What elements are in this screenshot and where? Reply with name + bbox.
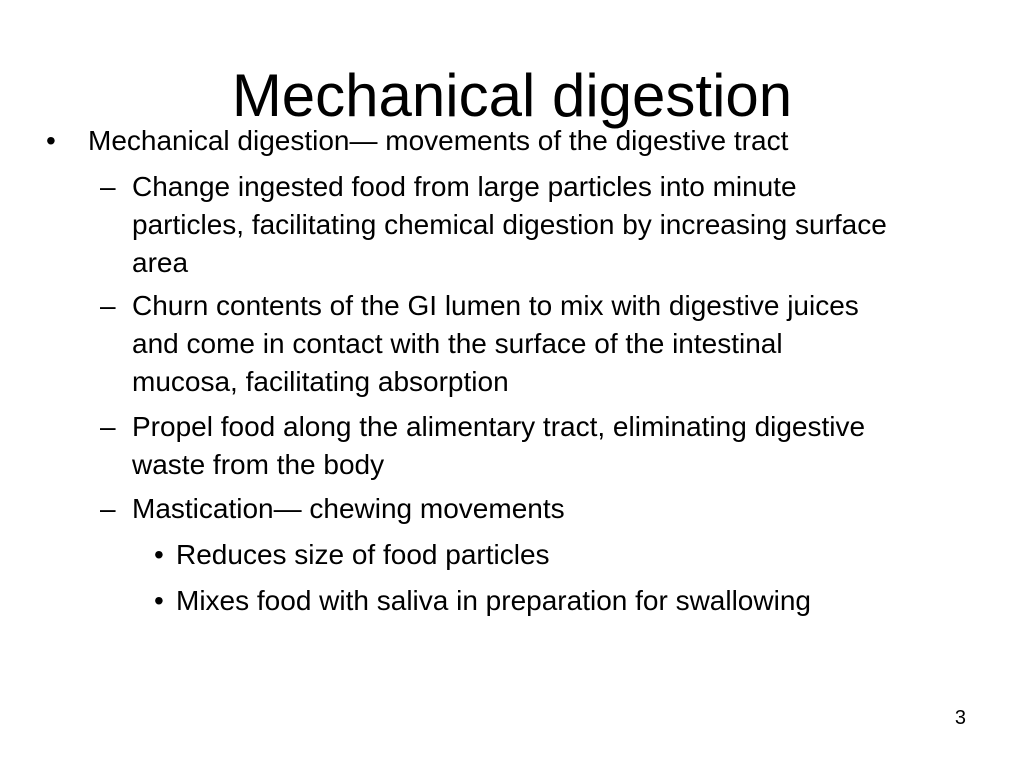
sub-sub-bullet-text: Reduces size of food particles: [176, 539, 550, 570]
sub-bullet-line: Churn contents of the GI lumen to mix with digestive juices: [132, 290, 859, 321]
sub-bullet-marker: –: [100, 171, 116, 202]
sub-sub-bullet-marker: •: [154, 585, 164, 616]
sub-bullet-line: Mastication— chewing movements: [132, 493, 565, 524]
sub-bullet-line: mucosa, facilitating absorption: [132, 366, 509, 397]
bullet-marker: •: [46, 125, 56, 156]
sub-bullet-marker: –: [100, 493, 116, 524]
sub-bullet-line: area: [132, 247, 189, 278]
page-number: 3: [954, 707, 966, 729]
slide-title: Mechanical digestion: [231, 62, 793, 129]
sub-sub-bullet-text: Mixes food with saliva in preparation for swallowing: [176, 585, 811, 616]
sub-bullet-line: and come in contact with the surface of the intestinal: [132, 328, 783, 359]
sub-bullet-line: Change ingested food from large particles into minute: [132, 171, 797, 202]
sub-bullet-marker: –: [100, 411, 116, 442]
sub-sub-bullet-marker: •: [154, 539, 164, 570]
bullet-text: Mechanical digestion— movements of the digestive tract: [88, 125, 789, 156]
sub-bullet-marker: –: [100, 290, 116, 321]
sub-bullet-line: particles, facilitating chemical digestion by increasing surface: [132, 209, 887, 240]
sub-bullet-line: Propel food along the alimentary tract, eliminating digestive: [132, 411, 866, 442]
sub-bullet-line: waste from the body: [132, 449, 385, 480]
